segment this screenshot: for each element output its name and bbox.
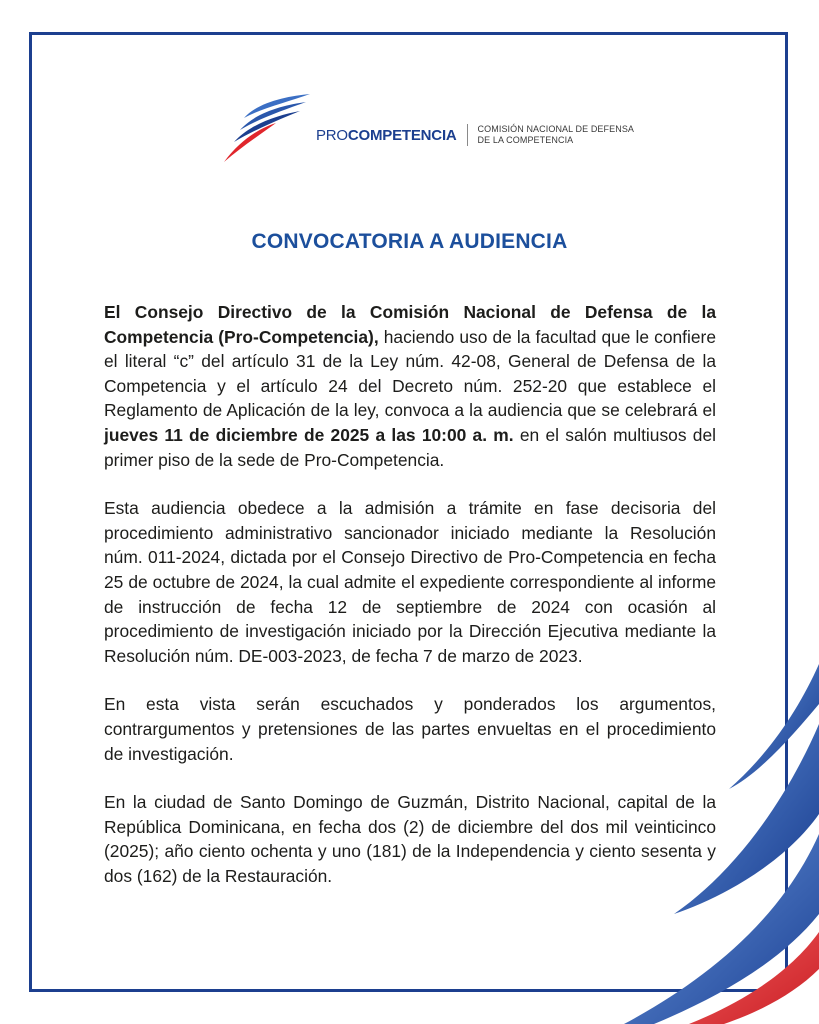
paragraph-text-b: en el salón multiusos del primer piso de la sede de Pro-Competencia. <box>104 424 716 470</box>
hearing-date-bold: jueves 11 de diciembre de 2025 a las 10:00 a. m. <box>104 424 514 445</box>
paragraph-convocation <box>104 300 716 472</box>
paragraph-scope: En esta vista serán escuchados y ponderados los argumentos, contrargumentos y pretensiones de las partes envueltas en el procedimiento de investigación. <box>104 694 716 764</box>
brand-wordmark <box>316 127 457 144</box>
paragraph-closing: En la ciudad de Santo Domingo de Guzmán, Distrito Nacional, capital de la República Dominicana, en fecha dos (2) de diciembre del dos mil veinticinco (2025); año ciento ochenta y uno (181) de la Independencia y ciento sesenta y dos (162) de la Restauración. <box>104 792 716 886</box>
page-title: CONVOCATORIA A AUDIENCIA <box>251 230 568 253</box>
paragraph-text-a: haciendo uso de la facultad que le confiere el literal “c” del artículo 31 de la Ley núm. 42-08, General de Defensa de la Competencia y el artículo 24 del Decreto núm. 252-20 que establece el Reglamento de Aplicación de la ley, convoca a la audiencia que se celebrará el <box>104 326 716 421</box>
paragraph-lead-bold: El Consejo Directivo de la Comisión Nacional de Defensa de la Competencia (Pro-Competencia), <box>104 302 716 347</box>
procompetencia-logo-icon <box>218 92 316 166</box>
brand-competencia-text: COMPETENCIA <box>347 126 457 144</box>
organization-header <box>218 92 634 166</box>
subtitle-line-2: DE LA COMPETENCIA <box>477 135 574 145</box>
paragraph-background: Esta audiencia obedece a la admisión a trámite en fase decisoria del procedimiento administrativo sancionador iniciado mediante la Resolución núm. 011-2024, dictada por el Consejo Directivo de Pro-Competencia en fecha 25 de octubre de 2024, la cual admite el expediente correspondiente al informe de instrucción de fecha 12 de septiembre de 2024 con ocasión al procedimiento de investigación iniciado por la Dirección Ejecutiva mediante la Resolución núm. DE-003-2023, de fecha 7 de marzo de 2023. <box>104 498 716 666</box>
organization-subtitle <box>478 124 635 146</box>
brand-pro-text: PRO <box>316 126 348 144</box>
document-body <box>104 300 716 912</box>
subtitle-line-1: COMISIÓN NACIONAL DE DEFENSA <box>477 124 635 134</box>
header-divider <box>467 124 468 146</box>
